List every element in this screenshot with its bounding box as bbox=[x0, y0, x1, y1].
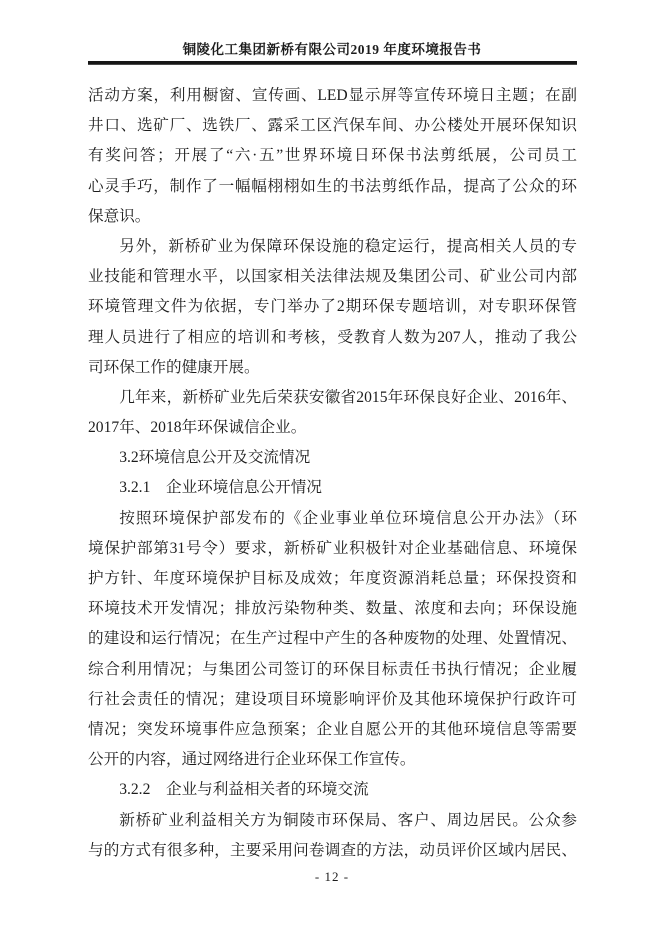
text-line: 护方针、年度环境保护目标及成效；年度资源消耗总量；环保投资和 bbox=[88, 570, 577, 587]
text-line: 活动方案，利用橱窗、宣传画、LED显示屏等宣传环境日主题；在副 bbox=[88, 87, 577, 104]
text-line: 几年来，新桥矿业先后荣获安徽省2015年环保良好企业、2016年、 bbox=[119, 388, 577, 406]
text-line: 心灵手巧，制作了一幅幅栩栩如生的书法剪纸作品，提高了公众的环 bbox=[88, 177, 577, 195]
text-line: 有奖问答；开展了“六·五”世界环境日环保书法剪纸展，公司员工 bbox=[88, 147, 577, 165]
text-line: 另外，新桥矿业为保障环保设施的稳定运行，提高相关人员的专 bbox=[119, 237, 577, 255]
text-line: 2017年、2018年环保诚信企业。 bbox=[88, 419, 307, 437]
page-number: - 12 - bbox=[314, 869, 350, 884]
header-rule bbox=[88, 61, 577, 65]
document-body bbox=[88, 81, 577, 866]
text-line: 的建设和运行情况；在生产过程中产生的各种废物的处理、处置情况、 bbox=[88, 630, 577, 648]
text-line: 新桥矿业利益相关方为铜陵市环保局、客户、周边居民。公众参 bbox=[119, 811, 577, 829]
text-line: 公开的内容，通过网络进行企业环保工作宣传。 bbox=[88, 751, 416, 769]
section-heading-line: 3.2环境信息公开及交流情况 bbox=[119, 449, 311, 467]
text-line: 保意识。 bbox=[88, 207, 151, 225]
text-line: 行社会责任的情况；建设项目环境影响评价及其他环境保护行政许可 bbox=[88, 690, 577, 708]
text-line: 情况；突发环境事件应急预案；企业自愿公开的其他环境信息等需要 bbox=[88, 720, 577, 738]
text-line: 理人员进行了相应的培训和考核，受教育人数为207人，推动了我公 bbox=[88, 328, 577, 346]
text-line: 按照环境保护部发布的《企业事业单位环境信息公开办法》（环 bbox=[119, 509, 577, 527]
text-line: 与的方式有很多种，主要采用问卷调查的方法，动员评价区域内居民、 bbox=[88, 841, 577, 859]
page-footer bbox=[0, 868, 664, 886]
text-line: 境保护部第31号令）要求，新桥矿业积极针对企业基础信息、环境保 bbox=[88, 539, 577, 557]
text-line: 业技能和管理水平，以国家相关法律法规及集团公司、矿业公司内部 bbox=[88, 268, 577, 286]
text-line: 环境技术开发情况；排放污染物种类、数量、浓度和去向；环保设施 bbox=[88, 600, 577, 618]
text-line: 司环保工作的健康开展。 bbox=[88, 358, 260, 376]
text-line: 综合利用情况；与集团公司签订的环保目标责任书执行情况；企业履 bbox=[88, 660, 577, 678]
section-heading-line: 3.2.1 企业环境信息公开情况 bbox=[119, 479, 322, 497]
text-line: 井口、选矿厂、选铁厂、露采工区汽保车间、办公楼处开展环保知识 bbox=[88, 117, 577, 135]
section-heading-line: 3.2.2 企业与利益相关者的环境交流 bbox=[119, 781, 369, 799]
text-line: 环境管理文件为依据，专门举办了2期环保专题培训，对专职环保管 bbox=[88, 298, 577, 316]
report-title: 铜陵化工集团新桥有限公司2019 年度环境报告书 bbox=[182, 42, 482, 57]
